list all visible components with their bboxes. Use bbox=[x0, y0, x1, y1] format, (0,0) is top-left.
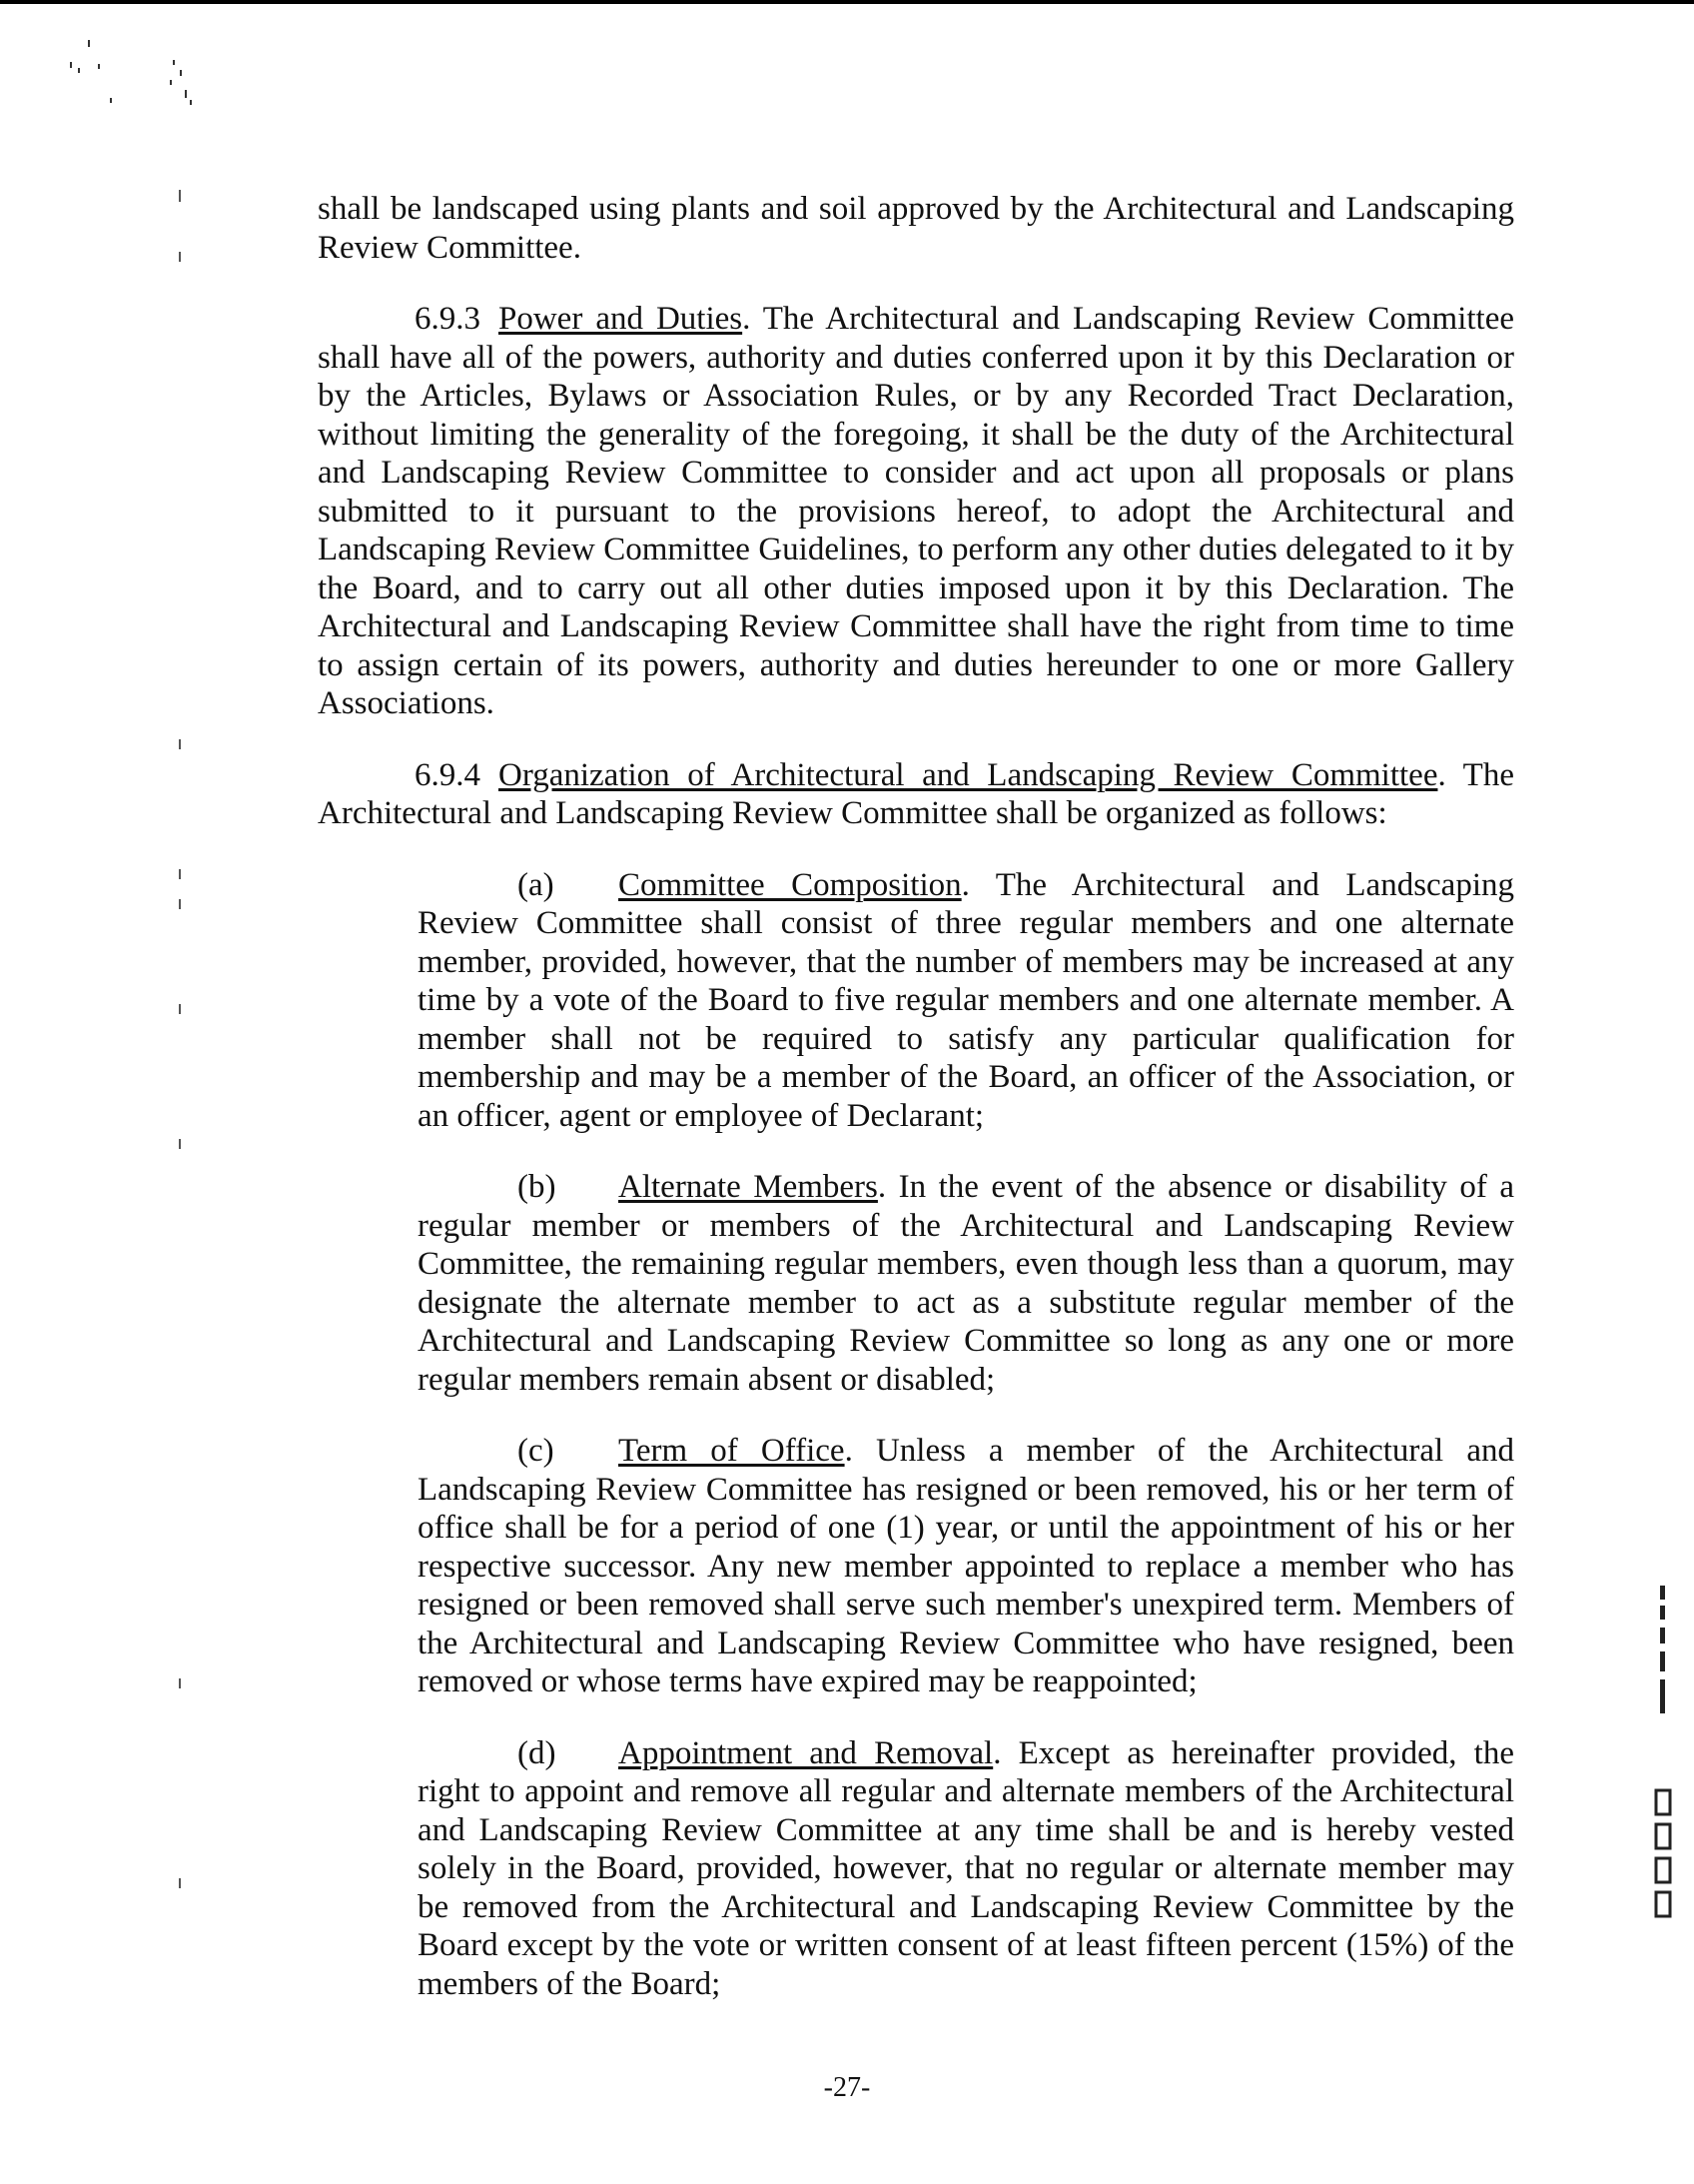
subsection-label: (c) bbox=[517, 1433, 554, 1469]
scan-top-border bbox=[0, 0, 1694, 4]
section-6-9-3 bbox=[318, 300, 1514, 723]
section-heading: Organization of Architectural and Landscaping Review Committee bbox=[498, 756, 1438, 793]
section-number: 6.9.4 bbox=[415, 756, 480, 793]
subsection-body: . In the event of the absence or disability of a regular member or members of the Architectural and Landscaping Review Committee, the remaining regular members, even though less than a quorum, may designate the alternate member to act as a substitute regular member of the Architectural and Landscaping Review Committee so long as any one or more regular members remain absent or disabled; bbox=[418, 1169, 1515, 1398]
subsection-c bbox=[418, 1432, 1514, 1701]
subsection-heading: Alternate Members bbox=[618, 1169, 878, 1205]
subsection-label: (a) bbox=[517, 866, 554, 903]
scan-speckle-marks bbox=[40, 30, 240, 120]
section-number: 6.9.3 bbox=[415, 301, 480, 337]
left-margin-scan-marks bbox=[175, 180, 185, 1898]
subsection-heading: Committee Composition bbox=[618, 866, 962, 903]
subsection-heading: Appointment and Removal bbox=[618, 1734, 994, 1771]
section-6-9-4 bbox=[318, 756, 1514, 833]
subsection-d bbox=[418, 1734, 1514, 2004]
document-page bbox=[318, 190, 1514, 2036]
bates-stamp-lower bbox=[1648, 1788, 1678, 1923]
section-body: . The Architectural and Landscaping Review Committee shall have all of the powers, authority and duties conferred upon it by this Declaration or by the Articles, Bylaws or Association Rules, or by any Recorded Tract Declaration, without limiting the generality of the foregoing, it shall be the duty of the Architectural and Landscaping Review Committee to consider and act upon all proposals or plans submitted to it pursuant to the provisions hereof, to adopt the Architectural and Landscaping Review Committee Guidelines, to perform any other duties delegated to it by the Board, and to carry out all other duties imposed upon it by this Declaration. The Architectural and Landscaping Review Committee shall have the right from time to time to assign certain of its powers, authority and duties hereunder to one or more Gallery Associations. bbox=[318, 301, 1514, 721]
subsection-label: (b) bbox=[517, 1169, 556, 1205]
continued-paragraph bbox=[318, 190, 1514, 267]
page-number: -27- bbox=[823, 2072, 871, 2103]
subsection-heading: Term of Office bbox=[618, 1433, 845, 1469]
subsection-b bbox=[418, 1168, 1514, 1399]
section-heading: Power and Duties bbox=[498, 301, 743, 337]
subsection-label: (d) bbox=[517, 1734, 556, 1771]
bates-stamp-upper bbox=[1648, 1584, 1678, 1718]
subsection-body: . The Architectural and Landscaping Review Committee shall consist of three regular members and one alternate member, provided, however, that the number of members may be increased at any time by a vote of the Board to five regular members and one alternate member. A member shall not be required to satisfy any particular qualification for membership and may be a member of the Board, an officer of the Association, or an officer, agent or employee of Declarant; bbox=[418, 866, 1514, 1134]
subsection-body: . Except as hereinafter provided, the right to appoint and remove all regular and alternate members of the Architectural and Landscaping Review Committee at any time shall be and is hereby vested solely in the Board, provided, however, that no regular or alternate member may be removed from the Architectural and Landscaping Review Committee by the Board except by the vote or written consent of at least fifteen percent (15%) of the members of the Board; bbox=[418, 1734, 1514, 2002]
subsection-a bbox=[418, 866, 1514, 1136]
subsection-body: . Unless a member of the Architectural and Landscaping Review Committee has resigned or been removed, his or her term of office shall be for a period of one (1) year, or until the appointment of his or her respective successor. Any new member appointed to replace a member who has resigned or been removed shall serve such member's unexpired term. Members of the Architectural and Landscaping Review Committee who have resigned, been removed or whose terms have expired may be reappointed; bbox=[418, 1433, 1514, 1699]
section-body: . The Architectural and Landscaping Review Committee shall be organized as follows: bbox=[318, 756, 1514, 831]
continued-paragraph-text: shall be landscaped using plants and soil approved by the Architectural and Landscaping Review Committee. bbox=[318, 191, 1514, 266]
